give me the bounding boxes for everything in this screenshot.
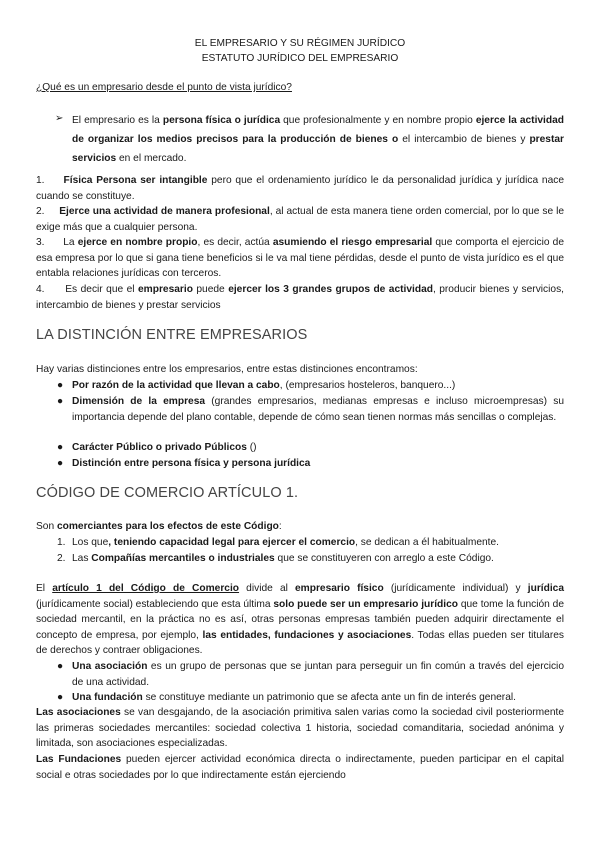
numbered-item-1: 1. Física Persona ser intangible pero que el ordenamiento jurídico le da personalidad jurídica y jurídica nace cuando se constituye. <box>36 175 565 202</box>
fundaciones-paragraph: Las Fundaciones pueden ejercer actividad económica directa o indirectamente, pueden participar en el capital social e otras sociedades por lo que indirectamente están ejerciendo <box>36 754 564 781</box>
arrow-bullet-icon: ➢ <box>55 113 64 124</box>
distinction-item-1: Por razón de la actividad que llevan a cabo, (empresarios hosteleros, banquero...) <box>72 380 456 391</box>
bullet-icon: ● <box>57 458 64 469</box>
section-heading-codigo-comercio: CÓDIGO DE COMERCIO ARTÍCULO 1. <box>36 485 299 501</box>
question-heading: ¿Qué es un empresario desde el punto de vista jurídico? <box>36 82 292 93</box>
bullet-icon: ● <box>57 442 64 453</box>
bullet-icon: ● <box>57 396 64 407</box>
doc-title-line1: EL EMPRESARIO Y SU RÉGIMEN JURÍDICO <box>194 38 406 49</box>
comerciantes-item-2: Las Compañías mercantiles o industriales que se constituyeren con arreglo a este Código. <box>72 553 494 564</box>
bullet-icon: ● <box>57 692 64 703</box>
section-heading-distincion: LA DISTINCIÓN ENTRE EMPRESARIOS <box>36 327 308 343</box>
distinction-item-3: Carácter Público o privado Públicos () <box>72 442 257 453</box>
distinction-item-4: Distinción entre persona física y persona jurídica <box>72 458 311 469</box>
section2-intro: Son comerciantes para los efectos de este Código: <box>36 521 282 532</box>
bullet-icon: ● <box>57 661 64 672</box>
asociaciones-paragraph: Las asociaciones se van desgajando, de la asociación primitiva salen varias como la sociedad civil posteriormente las primeras sociedades mercantiles: sociedad colectiva 1 historia, sociedad comanditaria, sociedad anónima y limitada, son asociaciones especializadas. <box>36 707 564 750</box>
asociacion-definition: Una asociación es un grupo de personas que se juntan para perseguir un fin común a través del ejercicio de una actividad. <box>72 661 564 688</box>
doc-title-line2: ESTATUTO JURÍDICO DEL EMPRESARIO <box>201 53 399 64</box>
comerciantes-item-1: Los que, teniendo capacidad legal para ejercer el comercio, se dedican a él habitualmente. <box>72 537 499 548</box>
fundacion-definition: Una fundación se constituye mediante un patrimonio que se afecta ante un fin de interés general. <box>72 692 516 703</box>
bullet-icon: ● <box>57 380 64 391</box>
numbered-item-4: 4. Es decir que el empresario puede ejercer los 3 grandes grupos de actividad, producir bienes y servicios, intercambio de bienes y prestar servicios <box>36 284 564 311</box>
list-number: 1. <box>57 537 66 548</box>
numbered-item-3: 3. La ejerce en nombre propio, es decir, actúa asumiendo el riesgo empresarial que comporta el ejercicio de esa empresa por lo que si gana tiene beneficios si le va mal tiene pérdidas, desde el punto de vista jurídico es el que entabla relaciones jurídicas con terceros. <box>36 237 564 280</box>
list-number: 2. <box>57 553 66 564</box>
definition-paragraph: El empresario es la persona física o jurídica que profesionalmente y en nombre propio ejerce la actividad de organizar los medios precisos para la producción de bienes o el intercambio de bienes y prestar servicios en el mercado. <box>72 115 565 164</box>
distinction-item-2: Dimensión de la empresa (grandes empresarios, medianas empresas e incluso microempresas) su importancia depende del plano contable, depende de cómo sean tienen normas más sencillas o complejas. <box>72 396 564 423</box>
section1-intro: Hay varias distinciones entre los empresarios, entre estas distinciones encontramos: <box>36 364 418 375</box>
numbered-item-2: 2. Ejerce una actividad de manera profesional, al actual de esta manera tiene orden comercial, por lo que se le exige más que a cualquier persona. <box>36 206 565 233</box>
articulo-1-paragraph: El artículo 1 del Código de Comercio divide al empresario físico (jurídicamente individual) y jurídica (jurídicamente social) estableciendo que esta última solo puede ser un empresario jurídico que tome la función de sociedad mercantil, en la práctica no es así, otras personas empresas también pueden adquirir directamente el concepto de empresa, por ejemplo, las entidades, fundaciones y asociaciones. Todas ellas pueden ser titulares de derechos y contraer obligaciones. <box>36 583 565 657</box>
